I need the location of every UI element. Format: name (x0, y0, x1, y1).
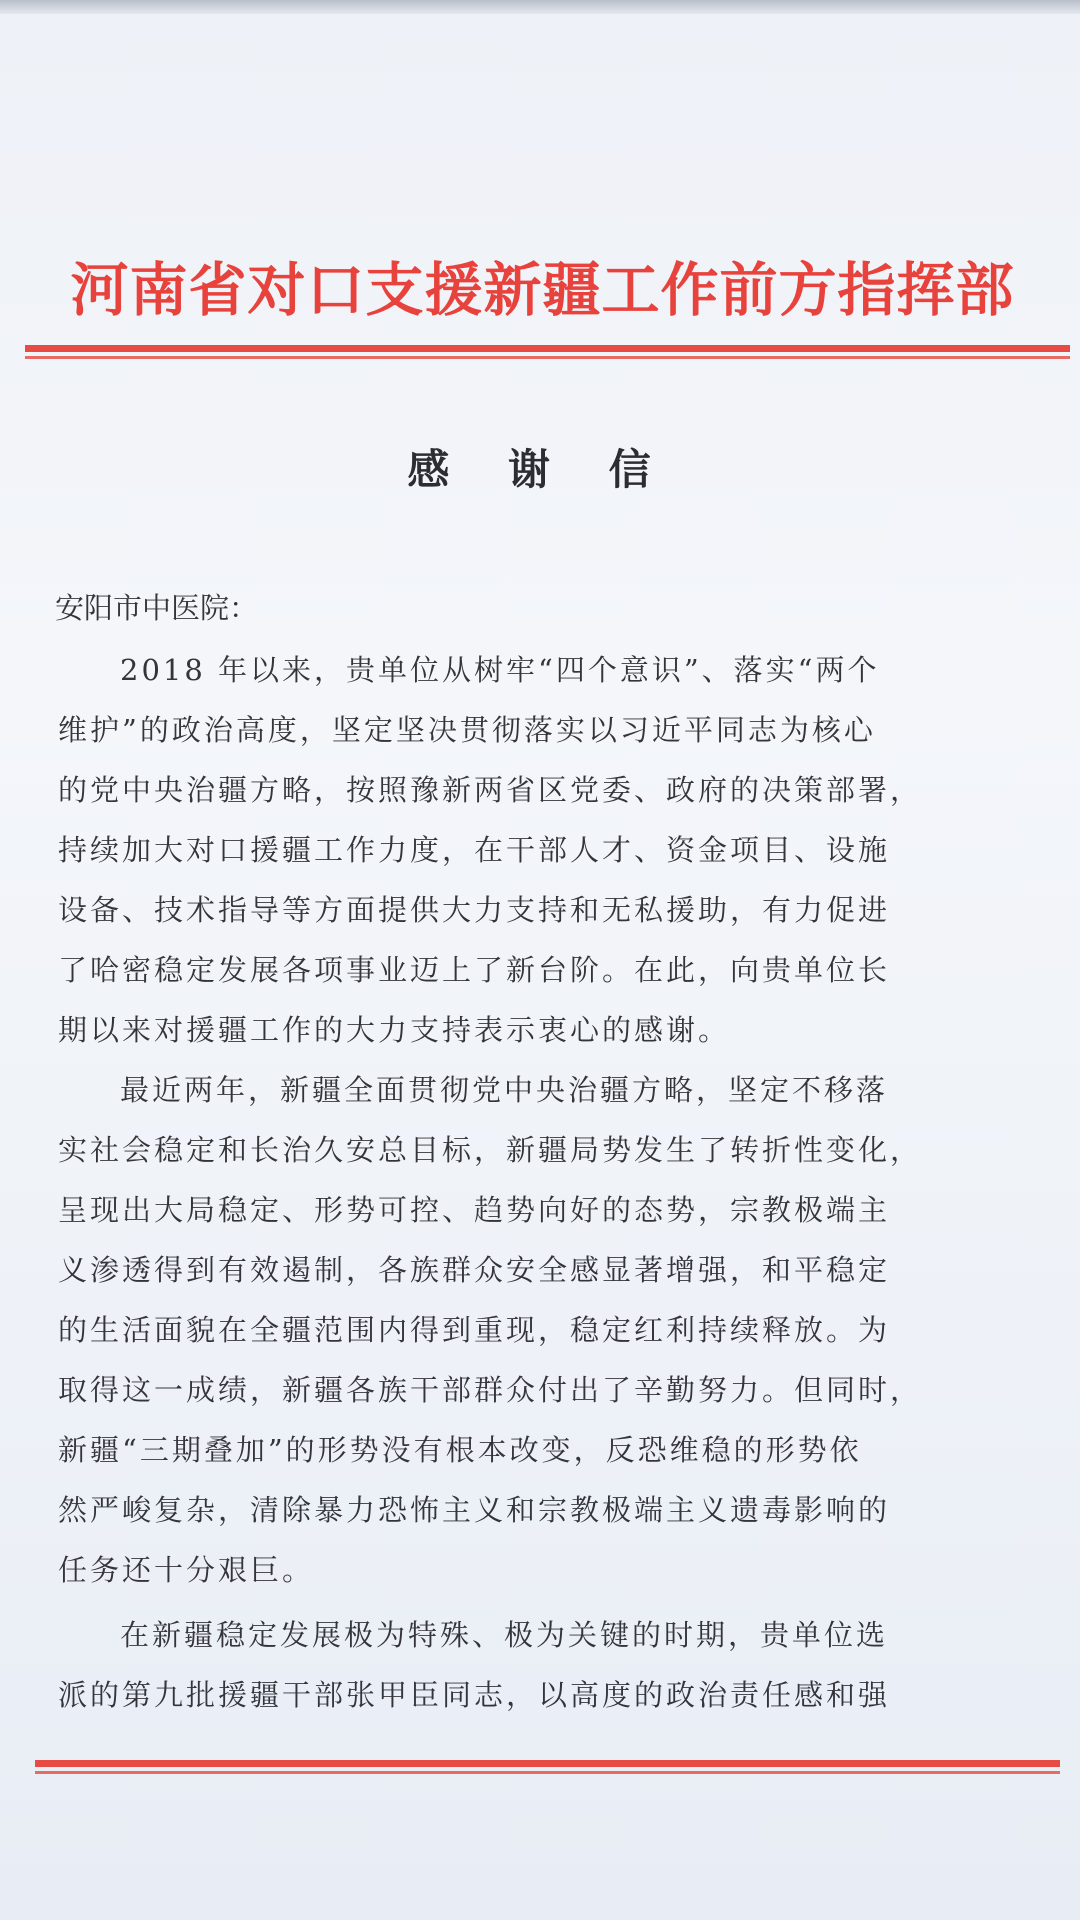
body-line: 取得这一成绩，新疆各族干部群众付出了辛勤努力。但同时， (58, 1373, 923, 1407)
body-line: 在新疆稳定发展极为特殊、极为关键的时期，贵单位选 (120, 1618, 889, 1652)
body-line: 持续加大对口援疆工作力度，在干部人才、资金项目、设施 (58, 833, 891, 867)
salutation: 安阳市中医院： (55, 591, 259, 625)
body-line: 期以来对援疆工作的大力支持表示衷心的感谢。 (58, 1013, 731, 1047)
body-line: 设备、技术指导等方面提供大力支持和无私援助，有力促进 (58, 893, 891, 927)
body-line: 维护”的政治高度，坚定坚决贯彻落实以习近平同志为核心 (58, 713, 876, 747)
paper-fold-shadow (0, 0, 1080, 14)
body-line: 新疆“三期叠加”的形势没有根本改变，反恐维稳的形势依 (58, 1433, 862, 1467)
body-line: 最近两年，新疆全面贯彻党中央治疆方略，坚定不移落 (120, 1073, 889, 1107)
body-line: 的党中央治疆方略，按照豫新两省区党委、政府的决策部署， (58, 773, 923, 807)
rule-thin-line (25, 356, 1070, 359)
rule-thick-line (25, 345, 1070, 352)
body-line: 实社会稳定和长治久安总目标，新疆局势发生了转折性变化， (58, 1133, 923, 1167)
rule-thick-line (35, 1760, 1060, 1767)
body-line: 了哈密稳定发展各项事业迈上了新台阶。在此，向贵单位长 (58, 953, 891, 987)
body-line: 的生活面貌在全疆范围内得到重现，稳定红利持续释放。为 (58, 1313, 891, 1347)
letterhead-org-name: 河南省对口支援新疆工作前方指挥部 (70, 256, 1015, 324)
body-line: 然严峻复杂，清除暴力恐怖主义和宗教极端主义遗毒影响的 (58, 1493, 891, 1527)
body-line: 派的第九批援疆干部张甲臣同志，以高度的政治责任感和强 (58, 1678, 891, 1712)
document-title: 感 谢 信 (407, 445, 673, 494)
body-line: 呈现出大局稳定、形势可控、趋势向好的态势，宗教极端主 (58, 1193, 891, 1227)
body-line: 2018 年以来，贵单位从树牢“四个意识”、落实“两个 (120, 653, 880, 687)
body-line: 义渗透得到有效遏制，各族群众安全感显著增强，和平稳定 (58, 1253, 891, 1287)
body-line: 任务还十分艰巨。 (58, 1553, 315, 1587)
rule-thin-line (35, 1771, 1060, 1774)
